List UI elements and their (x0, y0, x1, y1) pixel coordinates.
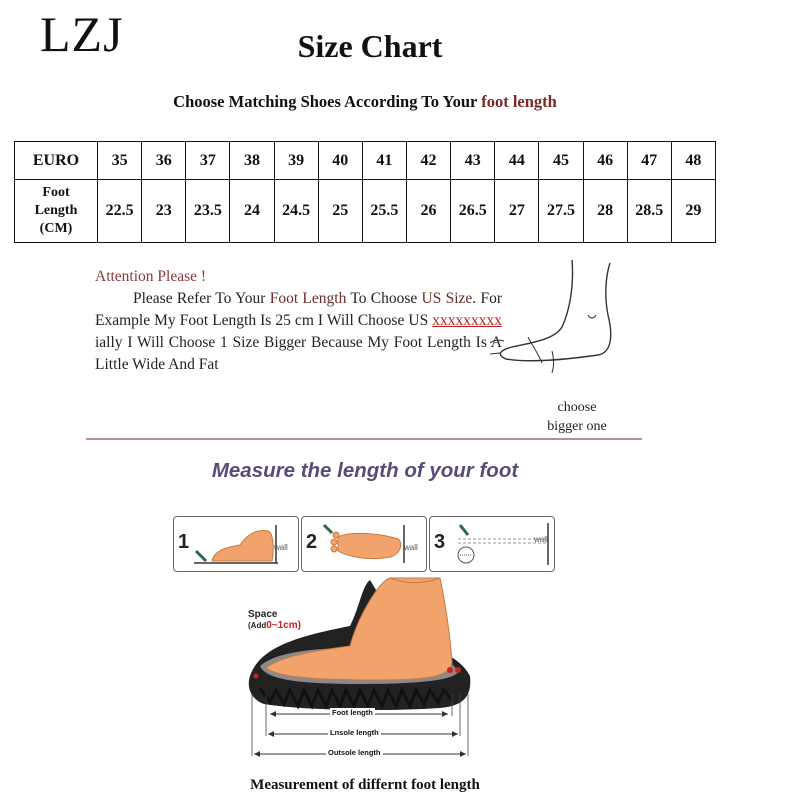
space-add-prefix: (Add (248, 621, 267, 630)
attention-body (95, 288, 502, 376)
step-number: 1 (178, 531, 190, 553)
length-cell: 27.5 (539, 180, 583, 243)
euro-header: EURO (15, 142, 98, 180)
outsole-length-label: Outsole length (328, 748, 381, 757)
insole-length-label: Lnsole length (330, 728, 379, 737)
foot-length-label: Foot length (332, 708, 373, 717)
length-cell: 27 (495, 180, 539, 243)
euro-cell: 41 (362, 142, 406, 180)
subtitle-highlight: foot length (481, 92, 557, 111)
euro-cell: 36 (142, 142, 186, 180)
length-cell: 23.5 (186, 180, 230, 243)
length-cell: 23 (142, 180, 186, 243)
step-number: 3 (434, 531, 446, 553)
length-cell: 24 (230, 180, 274, 243)
step-3-panel (429, 516, 555, 572)
shoe-measurement-diagram (240, 576, 480, 766)
foot-top-icon (320, 521, 410, 567)
page-subtitle (0, 92, 730, 112)
length-cell: 28.5 (627, 180, 671, 243)
foot-length-row (15, 180, 716, 243)
euro-cell: 45 (539, 142, 583, 180)
length-cell: 25.5 (362, 180, 406, 243)
euro-cell: 38 (230, 142, 274, 180)
length-cell: 26 (406, 180, 450, 243)
euro-cell: 44 (495, 142, 539, 180)
notice-text: Please Refer To Your (133, 290, 270, 307)
size-table (14, 141, 716, 243)
euro-cell: 37 (186, 142, 230, 180)
euro-cell: 39 (274, 142, 318, 180)
length-cell: 24.5 (274, 180, 318, 243)
notice-foot-length: Foot Length (269, 290, 347, 307)
section-divider (86, 438, 642, 440)
euro-cell: 47 (627, 142, 671, 180)
notice-text: To Choose (346, 290, 422, 307)
length-cell: 22.5 (98, 180, 142, 243)
space-range: 0~1cm) (266, 620, 301, 631)
euro-cell: 48 (671, 142, 715, 180)
length-cell: 26.5 (451, 180, 495, 243)
attention-notice (95, 266, 502, 376)
choose-bigger-line: bigger one (547, 419, 607, 434)
length-cell: 29 (671, 180, 715, 243)
wall-label: wall (404, 543, 418, 552)
notice-us-size: US Size (421, 290, 473, 307)
euro-cell: 46 (583, 142, 627, 180)
measure-mark-icon (448, 521, 552, 567)
foot-length-header-line: (CM) (39, 221, 73, 237)
measure-heading: Measure the length of your foot (211, 459, 519, 482)
foot-length-header-line: Foot (42, 185, 70, 201)
brand-logo: LZJ (40, 6, 124, 62)
euro-cell: 35 (98, 142, 142, 180)
choose-bigger-note (530, 398, 624, 436)
foot-length-header (15, 180, 98, 243)
wall-label: wall (534, 535, 548, 544)
euro-cell: 43 (451, 142, 495, 180)
euro-cell: 40 (318, 142, 362, 180)
step-1-panel (173, 516, 299, 572)
attention-heading: Attention Please ! (95, 268, 207, 285)
length-cell: 28 (583, 180, 627, 243)
notice-text: ially I Will Choose 1 Size Bigger Because My Foot Length Is A Little Wide And Fat (95, 334, 502, 373)
length-cell: 25 (318, 180, 362, 243)
subtitle-prefix: Choose Matching Shoes According To Your (173, 92, 482, 111)
foot-side-icon (192, 521, 282, 567)
foot-length-header-line: Length (34, 203, 78, 219)
wall-label: wall (274, 543, 288, 552)
euro-row (15, 142, 716, 180)
page-title: Size Chart (297, 28, 443, 64)
notice-redacted: xxxxxxxxx (432, 312, 502, 329)
space-label: Space (248, 609, 278, 620)
step-2-panel (301, 516, 427, 572)
euro-cell: 42 (406, 142, 450, 180)
foot-sketch-icon (490, 255, 630, 395)
space-add-label (248, 620, 301, 631)
measure-caption: Measurement of differnt foot length (250, 777, 480, 793)
choose-bigger-line: choose (557, 400, 597, 415)
step-number: 2 (306, 531, 318, 553)
notice-text: . For Example My Foot Length Is 25 cm I Will Choose US (95, 290, 502, 329)
